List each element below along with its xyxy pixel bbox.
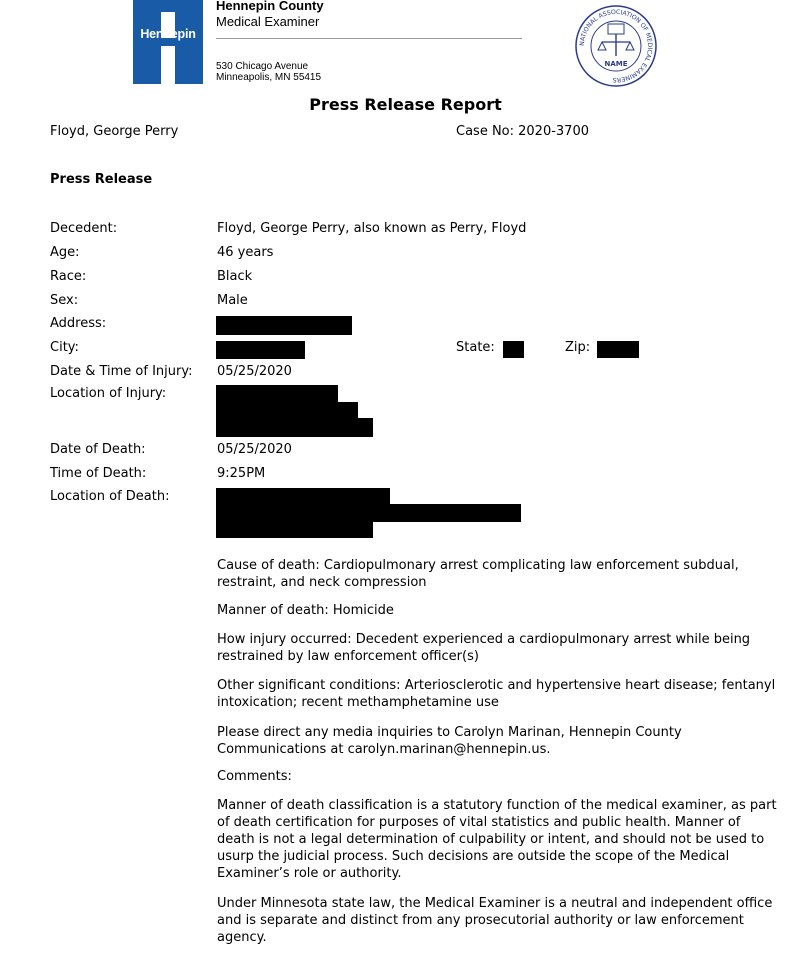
comment-paragraph-2: Under Minnesota state law, the Medical Examiner is a neutral and independent office and is separate and distinct from any prosecutorial authority or law enforcement agency. (217, 896, 773, 945)
section-heading: Press Release (50, 172, 153, 187)
address-line-1: 530 Chicago Avenue (216, 61, 309, 72)
decedent-value: Floyd, George Perry, also known as Perry, Floyd (217, 221, 527, 236)
address-line-2: Minneapolis, MN 55415 (216, 72, 322, 83)
cause-of-death: Cause of death: Cardiopulmonary arrest complicating law enforcement subdual, restraint, and neck compression (217, 558, 739, 590)
svg-text:NAME: NAME (604, 60, 628, 68)
medical-examiners-seal-icon (574, 4, 658, 88)
age-value: 46 years (217, 245, 274, 260)
zip-label: Zip: (565, 340, 591, 355)
org-name: Hennepin County (216, 0, 324, 13)
case-number: Case No: 2020-3700 (456, 124, 589, 139)
comments-label: Comments: (217, 769, 292, 784)
decedent-label: Decedent: (50, 221, 118, 236)
death-location-label: Location of Death: (50, 489, 170, 504)
state-redaction (503, 341, 524, 358)
org-subtitle: Medical Examiner (216, 14, 320, 29)
report-title: Press Release Report (309, 95, 502, 114)
injury-location-redaction-3 (216, 418, 373, 437)
death-time-value: 9:25PM (217, 466, 266, 481)
race-value: Black (217, 269, 253, 284)
manner-of-death: Manner of death: Homicide (217, 603, 394, 618)
sex-value: Male (217, 293, 248, 308)
logo-text: Hennepin (140, 27, 196, 41)
city-label: City: (50, 340, 79, 355)
subject-name: Floyd, George Perry (50, 124, 179, 139)
injury-location-label: Location of Injury: (50, 386, 167, 401)
death-date-label: Date of Death: (50, 442, 146, 457)
sex-label: Sex: (50, 293, 79, 308)
media-inquiries: Please direct any media inquiries to Carolyn Marinan, Hennepin County Communications at carolyn.marinan@hennepin.us. (217, 725, 682, 757)
zip-redaction (597, 341, 639, 358)
injury-datetime-label: Date & Time of Injury: (50, 364, 193, 379)
state-label: State: (456, 340, 495, 355)
death-location-redaction-3 (216, 520, 373, 538)
death-time-label: Time of Death: (50, 466, 147, 481)
injury-datetime-value: 05/25/2020 (217, 364, 292, 379)
comment-paragraph-1: Manner of death classification is a statutory function of the medical examiner, as part of death certification for purposes of vital statistics and public health. Manner of death is not a legal determination of culpability or intent, and should not be used to usurp the judicial process. Such decisions are outside the scope of the Medical Examiner’s role or authority. (217, 798, 777, 881)
other-conditions: Other significant conditions: Arteriosclerotic and hypertensive heart disease; fentanyl intoxication; recent methamphetamine use (217, 678, 776, 710)
svg-text:NATIONAL ASSOCIATION OF MEDICA: NATIONAL ASSOCIATION OF MEDICAL EXAMINERS (578, 8, 654, 84)
address-label: Address: (50, 316, 107, 331)
how-injury-occurred: How injury occurred: Decedent experienced a cardiopulmonary arrest while being restrained by law enforcement officer(s) (217, 632, 751, 664)
race-label: Race: (50, 269, 87, 284)
age-label: Age: (50, 245, 80, 260)
address-redaction (216, 316, 352, 335)
header-divider (216, 38, 522, 39)
logo-h-top (161, 0, 175, 12)
city-redaction (216, 341, 305, 359)
death-date-value: 05/25/2020 (217, 442, 292, 457)
